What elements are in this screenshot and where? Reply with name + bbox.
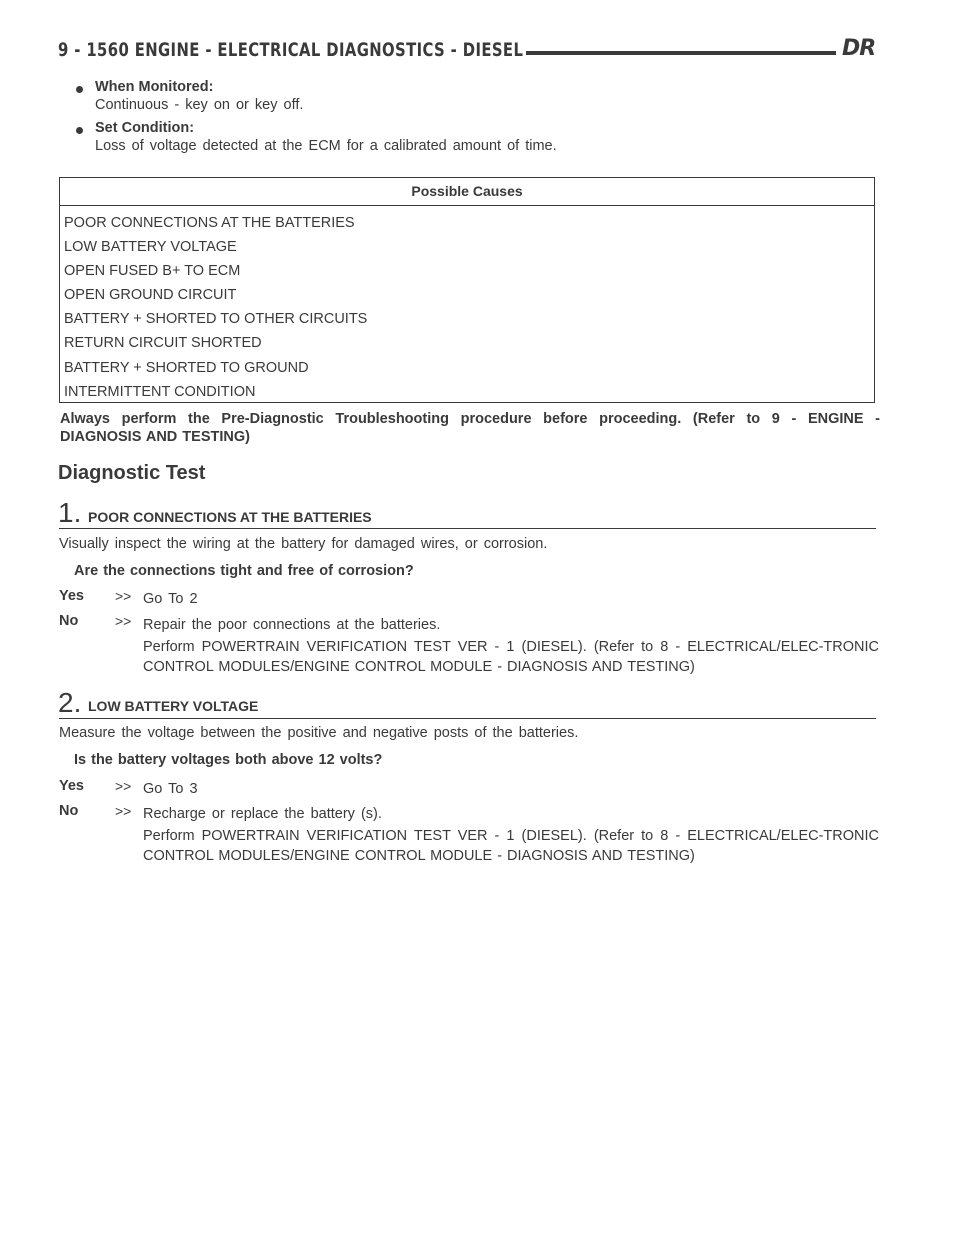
step-instruction: Visually inspect the wiring at the battery for damaged wires, or corrosion. (59, 536, 548, 552)
set-condition-title: Set Condition: (95, 120, 195, 136)
cause-item: BATTERY + SHORTED TO OTHER CIRCUITS (64, 311, 368, 327)
section-title: Diagnostic Test (58, 462, 206, 484)
cause-item: BATTERY + SHORTED TO GROUND (64, 360, 309, 376)
step-number: 2. (58, 687, 82, 718)
yes-action: Go To 2 (143, 591, 198, 607)
step-question: Are the connections tight and free of corrosion? (74, 563, 414, 579)
yes-label: Yes (59, 588, 84, 604)
set-condition-text: Loss of voltage detected at the ECM for a calibrated amount of time. (95, 138, 557, 154)
bullet-icon (76, 86, 83, 93)
arrow-icon: >> (115, 803, 132, 819)
step-title: POOR CONNECTIONS AT THE BATTERIES (88, 509, 372, 525)
no-action: Recharge or replace the battery (s). (143, 806, 382, 822)
yes-label: Yes (59, 778, 84, 794)
no-followup: Perform POWERTRAIN VERIFICATION TEST VER - 1 (DIESEL). (Refer to 8 - ELECTRICAL/ELEC-TRONIC CONTROL MODULES/ENGINE CONTROL MODULE - DIAGNOSIS AND TESTING) (143, 828, 879, 864)
no-label: No (59, 613, 79, 629)
step-rule (59, 718, 876, 719)
step-instruction: Measure the voltage between the positive and negative posts of the batteries. (59, 725, 579, 741)
cause-item: OPEN GROUND CIRCUIT (64, 287, 237, 303)
cause-item: RETURN CIRCUIT SHORTED (64, 335, 262, 351)
arrow-icon: >> (115, 613, 132, 629)
when-monitored-text: Continuous - key on or key off. (95, 97, 304, 113)
page-header-title: 9 - 1560 ENGINE - ELECTRICAL DIAGNOSTICS - DIESEL (58, 39, 524, 61)
step-rule (59, 528, 876, 529)
cause-item: OPEN FUSED B+ TO ECM (64, 263, 241, 279)
cause-item: INTERMITTENT CONDITION (64, 384, 256, 400)
step-title: LOW BATTERY VOLTAGE (88, 698, 259, 714)
arrow-icon: >> (115, 588, 132, 604)
when-monitored-title: When Monitored: (95, 79, 214, 95)
no-followup: Perform POWERTRAIN VERIFICATION TEST VER - 1 (DIESEL). (Refer to 8 - ELECTRICAL/ELEC-TRONIC CONTROL MODULES/ENGINE CONTROL MODULE - DIAGNOSIS AND TESTING) (143, 639, 879, 675)
no-label: No (59, 803, 79, 819)
pre-diagnostic-note: Always perform the Pre-Diagnostic Troubleshooting procedure before proceeding. (Refer to 9 - ENGINE - DIAGNOSIS AND TESTING) (60, 411, 880, 445)
possible-causes-header: Possible Causes (60, 178, 874, 206)
cause-item: POOR CONNECTIONS AT THE BATTERIES (64, 215, 355, 231)
model-code: DR (842, 36, 876, 61)
arrow-icon: >> (115, 778, 132, 794)
step-question: Is the battery voltages both above 12 volts? (74, 752, 383, 768)
header-rule (526, 51, 836, 55)
cause-item: LOW BATTERY VOLTAGE (64, 239, 237, 255)
no-action: Repair the poor connections at the batteries. (143, 617, 441, 633)
step-number: 1. (58, 497, 82, 528)
bullet-icon (76, 127, 83, 134)
possible-causes-table (59, 177, 875, 403)
yes-action: Go To 3 (143, 781, 198, 797)
